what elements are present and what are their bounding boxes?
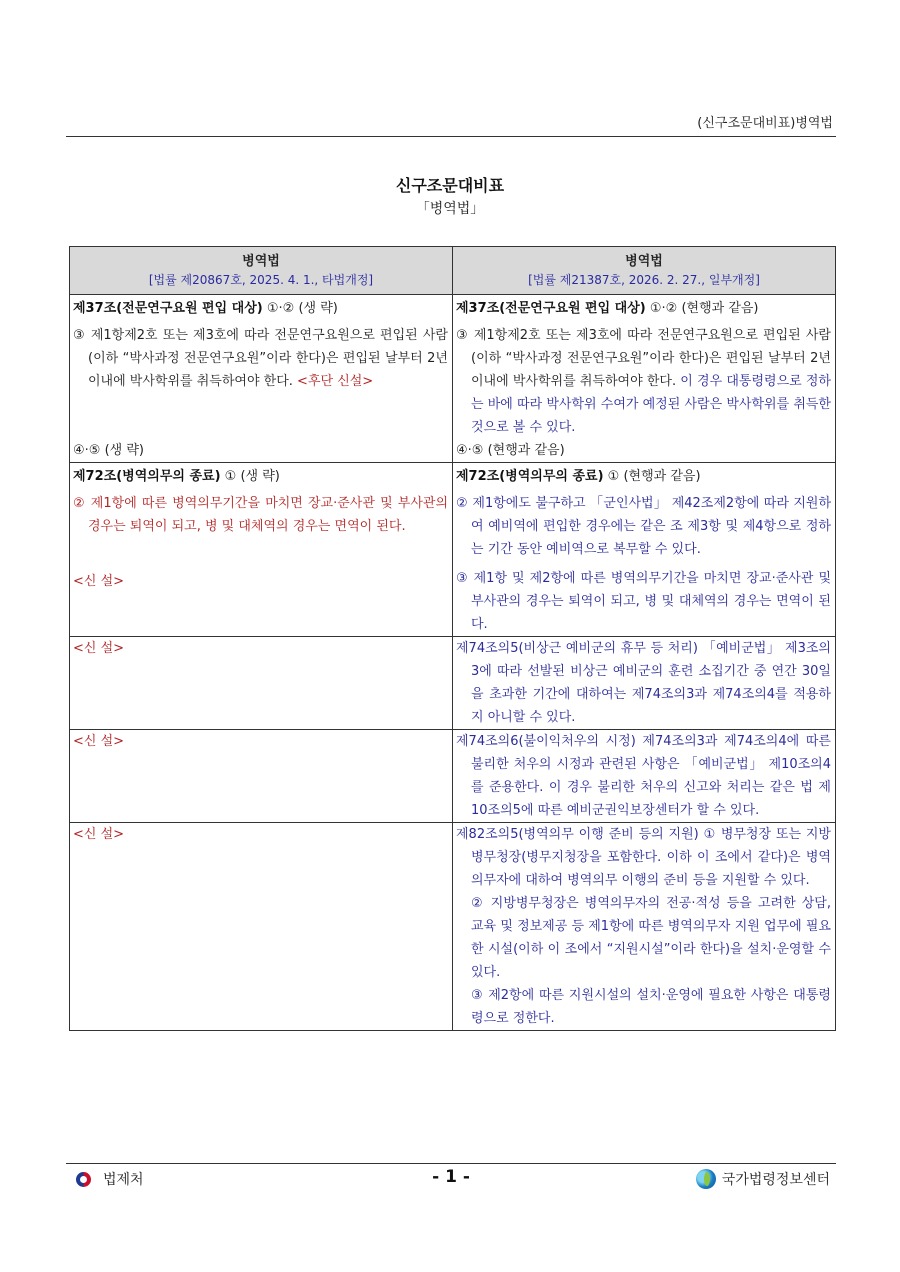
column-header-new	[453, 247, 836, 295]
running-head: (신구조문대비표)병역법	[697, 116, 833, 131]
page-subtitle: 「병역법」	[415, 201, 485, 217]
change-note: <신 설>	[73, 574, 125, 589]
table-row	[70, 823, 836, 1031]
table-row	[70, 730, 836, 823]
column-law-meta: [법률 제20867호, 2025. 4. 1., 타법개정]	[148, 273, 374, 287]
footer-rule	[66, 1163, 836, 1164]
change-note: <후단 신설>	[297, 374, 374, 389]
article-heading: 제72조(병역의무의 종료) ① (현행과 같음)	[456, 469, 701, 484]
article-text: 제82조의5(병역의무 이행 준비 등의 지원) ① 병무청장 또는 지방병무청장(병무지청장을 포함한다. 이하 이 조에서 같다)은 병역의무자에 대하여 병역의무 이행의 준비 등을 지원할 수 있다.	[456, 827, 831, 888]
change-note: <신 설>	[73, 641, 125, 656]
column-header-old	[70, 247, 453, 295]
article-text: 제74조의6(불이익처우의 시정) 제74조의3과 제74조의4에 따른 불리한 처우의 시정과 관련된 사항은 「예비군법」 제10조의4를 준용한다. 이 경우 불리한 처우의 신고와 처리는 같은 법 제10조의5에 따른 예비군권익보장센터가 할 수 있다.	[456, 734, 831, 818]
article-text: 제74조의5(비상근 예비군의 휴무 등 처리) 「예비군법」 제3조의3에 따라 선발된 비상근 예비군의 훈련 소집기간 중 연간 30일을 초과한 기간에 대하여는 제74조의3과 제74조의4를 적용하지 아니할 수 있다.	[456, 641, 831, 725]
footer-center-label: 국가법령정보센터	[721, 1172, 830, 1188]
footer-right	[696, 1169, 830, 1189]
paragraph: ③ 제1항제2호 또는 제3호에 따라 전문연구요원으로 편입된 사람(이하 “박사과정 전문연구요원”이라 한다)은 편입된 날부터 2년 이내에 박사학위를 취득하여야 한다. <후단 신설>	[73, 328, 448, 389]
new-cell	[453, 463, 836, 637]
paragraph: ③ 제1항 및 제2항에 따른 병역의무기간을 마치면 장교·준사관 및 부사관의 경우는 퇴역이 되고, 병 및 대체역의 경우는 면역이 된다.	[456, 571, 831, 632]
old-cell	[70, 295, 453, 463]
header-rule	[66, 136, 836, 137]
old-cell	[70, 637, 453, 730]
old-cell	[70, 823, 453, 1031]
paragraph: ④·⑤ (현행과 같음)	[456, 443, 565, 458]
old-cell	[70, 463, 453, 637]
article-heading: 제37조(전문연구요원 편입 대상) ①·② (현행과 같음)	[456, 301, 759, 316]
column-law-meta: [법률 제21387호, 2026. 2. 27., 일부개정]	[528, 273, 760, 287]
comparison-table	[69, 246, 836, 1031]
new-cell	[453, 295, 836, 463]
column-law-name: 병역법	[625, 254, 663, 269]
paragraph: ② 지방병무청장은 병역의무자의 전공·적성 등을 고려한 상담, 교육 및 정보제공 등 제1항에 따른 병역의무자 지원 업무에 필요한 시설(이하 이 조에서 “지원시설”이라 한다)을 설치·운영할 수 있다.	[471, 896, 831, 980]
added-text: 이 경우 대통령령으로 정하는 바에 따라 박사학위 수여가 예정된 사람은 박사학위를 취득한 것으로 볼 수 있다.	[471, 374, 831, 435]
paragraph: ② 제1항에도 불구하고 「군인사법」 제42조제2항에 따라 지원하여 예비역에 편입한 경우에는 같은 조 제3항 및 제4항으로 정하는 기간 동안 예비역으로 복무할 수 있다.	[456, 496, 831, 557]
paragraph: ③ 제1항제2호 또는 제3호에 따라 전문연구요원으로 편입된 사람(이하 “박사과정 전문연구요원”이라 한다)은 편입된 날부터 2년 이내에 박사학위를 취득하여야 한다. 이 경우 대통령령으로 정하는 바에 따라 박사학위 수여가 예정된 사람은 박사학위를 취득한 것으로 볼 수 있다.	[456, 328, 831, 435]
paragraph: ③ 제2항에 따른 지원시설의 설치·운영에 필요한 사항은 대통령령으로 정한다.	[471, 988, 831, 1026]
table-row	[70, 295, 836, 463]
footer-org-label: 법제처	[103, 1172, 144, 1188]
change-note: <신 설>	[73, 827, 125, 842]
column-law-name: 병역법	[242, 254, 280, 269]
new-cell	[453, 730, 836, 823]
page-footer	[66, 1167, 836, 1193]
page-number: - 1 -	[432, 1167, 470, 1187]
page-title: 신구조문대비표	[395, 176, 505, 195]
change-note: <신 설>	[73, 734, 125, 749]
table-row	[70, 463, 836, 637]
paragraph: ② 제1항에 따른 병역의무기간을 마치면 장교·준사관 및 부사관의 경우는 퇴역이 되고, 병 및 대체역의 경우는 면역이 된다.	[73, 496, 448, 534]
article-heading: 제37조(전문연구요원 편입 대상) ①·② (생 략)	[73, 301, 338, 316]
new-cell	[453, 823, 836, 1031]
article-heading: 제72조(병역의무의 종료) ① (생 략)	[73, 469, 280, 484]
old-cell	[70, 730, 453, 823]
new-cell	[453, 637, 836, 730]
law-center-logo-icon	[696, 1169, 716, 1189]
table-row	[70, 637, 836, 730]
table-header-row	[70, 247, 836, 295]
paragraph: ④·⑤ (생 략)	[73, 443, 144, 458]
